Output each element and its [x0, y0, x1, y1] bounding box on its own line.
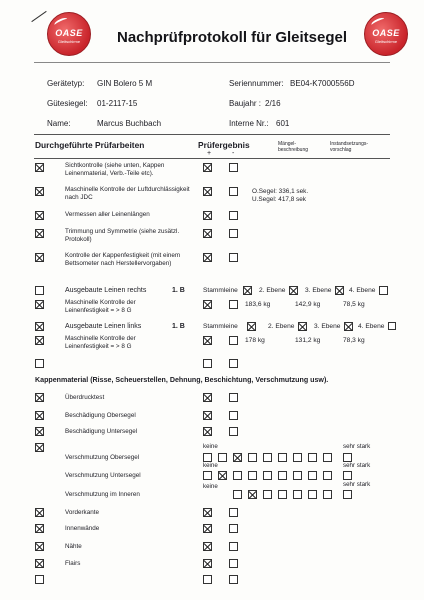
inner-walls-pass[interactable]: [203, 524, 212, 533]
lines-left-title-text: Ausgebaute Leinen links: [65, 323, 142, 330]
name-label: Name:: [47, 119, 71, 128]
col-repair-header: Instandsetzungs-vorschlag: [330, 141, 369, 153]
lines-right-e2: 2. Ebene: [259, 287, 286, 294]
lines-left-strength-pass[interactable]: [203, 336, 212, 345]
dirt-bottom-4[interactable]: [248, 471, 257, 480]
leading-edge-pass[interactable]: [203, 508, 212, 517]
lines-right-v2: 142,9 kg: [295, 301, 321, 308]
dirt-bottom-9[interactable]: [323, 471, 332, 480]
row-visual-check-fail[interactable]: [229, 163, 238, 172]
lines-right-v1: 183,6 kg: [245, 301, 271, 308]
dirt-inside-3[interactable]: [263, 490, 272, 499]
seams-label: Nähte: [65, 543, 82, 550]
logo-left: [47, 12, 91, 56]
device-type-label: Gerätetyp:: [47, 79, 85, 88]
logo-brand: OASE: [372, 28, 400, 38]
dirt-top-1[interactable]: [203, 453, 212, 462]
dirt-top-7[interactable]: [293, 453, 302, 462]
dirt-top-2[interactable]: [218, 453, 227, 462]
lines-right-strength-label: Maschinelle Kontrolle der Leinenfestigkeit = > 8 G: [65, 299, 136, 314]
lines-left-e2-box[interactable]: [298, 322, 307, 331]
dirt-bottom-10[interactable]: [343, 471, 352, 480]
lines-left-num: 1. B: [172, 323, 185, 330]
flairs-box[interactable]: [35, 559, 44, 568]
canopy-heading: Kappenmaterial (Risse, Scheuerstellen, Dehnung, Beschichtung, Verschmutzung usw).: [35, 376, 329, 384]
dirt-top-label: Verschmutzung Obersegel: [65, 454, 140, 461]
row-line-length-pass[interactable]: [203, 211, 212, 220]
lines-right-e3-box[interactable]: [335, 286, 344, 295]
lines-left-v2: 131,2 kg: [295, 337, 321, 344]
internal-value[interactable]: 601: [276, 119, 290, 128]
internal-label: Interne Nr.:: [229, 119, 269, 128]
bottom-surface-damage-fail[interactable]: [229, 427, 238, 436]
lines-right-e3: 3. Ebene: [305, 287, 332, 294]
row-visual-check-pass[interactable]: [203, 163, 212, 172]
lines-left-title: [65, 323, 141, 330]
row-line-length-fail[interactable]: [229, 211, 238, 220]
dirt-inside-label: Verschmutzung im Inneren: [65, 491, 140, 498]
row-trim-pass[interactable]: [203, 229, 212, 238]
lines-left-e2: 2. Ebene: [268, 323, 295, 330]
swoosh-icon: [53, 16, 68, 27]
lines-right-box[interactable]: [35, 286, 44, 295]
lines-right-strength-fail[interactable]: [229, 300, 238, 309]
dirt-top-high: sehr stark: [343, 443, 371, 450]
dirt-bottom-3[interactable]: [233, 471, 242, 480]
bottom-surface-damage-box[interactable]: [35, 427, 44, 436]
dirt-inside-7[interactable]: [323, 490, 332, 499]
dirt-section-box[interactable]: [35, 443, 44, 452]
dirt-inside-high: sehr stark: [343, 481, 371, 488]
device-type-value[interactable]: GIN Bolero 5 M: [97, 79, 153, 88]
dirt-bottom-low: keine: [203, 462, 218, 469]
lines-left-stammleine-box[interactable]: [247, 322, 256, 331]
leading-edge-label: Vorderkante: [65, 509, 99, 516]
dirt-bottom-label: Verschmutzung Untersegel: [65, 472, 141, 479]
col-defect-header: Mängel-beschreibung: [278, 141, 309, 153]
dirt-bottom-high: sehr stark: [343, 462, 371, 469]
logo-tagline: Gleitschirme: [374, 39, 398, 44]
flairs-label: Flairs: [65, 560, 81, 567]
dirt-inside-5[interactable]: [293, 490, 302, 499]
dirt-inside-1[interactable]: [233, 490, 242, 499]
lines-right-e4-box[interactable]: [379, 286, 388, 295]
lines-right-title: [65, 287, 146, 294]
row-line-length-box[interactable]: [35, 211, 44, 220]
dirt-top-4[interactable]: [248, 453, 257, 462]
logo-right: [364, 12, 408, 56]
overpressure-label: Überdrucktest: [65, 394, 105, 401]
seams-fail[interactable]: [229, 542, 238, 551]
top-surface-damage-box[interactable]: [35, 411, 44, 420]
table-head-divider: [34, 158, 390, 159]
empty-row-2-fail[interactable]: [229, 575, 238, 584]
empty-row-box[interactable]: [35, 359, 44, 368]
row-trim-fail[interactable]: [229, 229, 238, 238]
empty-row-2-box[interactable]: [35, 575, 44, 584]
lines-right-e2-box[interactable]: [289, 286, 298, 295]
dirt-bottom-6[interactable]: [278, 471, 287, 480]
col-result-header: Prüfergebnis: [198, 140, 250, 150]
row-trim-box[interactable]: [35, 229, 44, 238]
col-minus: -: [232, 150, 235, 157]
row-air-permeability-box[interactable]: [35, 187, 44, 196]
dirt-inside-2[interactable]: [248, 490, 257, 499]
seal-label: Gütesiegel:: [47, 99, 88, 108]
overpressure-pass[interactable]: [203, 393, 212, 402]
col-tasks-header: Durchgeführte Prüfarbeiten: [35, 140, 145, 150]
dirt-top-6[interactable]: [278, 453, 287, 462]
dirt-inside-4[interactable]: [278, 490, 287, 499]
row-air-permeability-label: Maschinelle Kontrolle der Luftdurchlässigkeit nach JDC: [65, 186, 190, 201]
row-visual-check-label: Sichtkontrolle (siehe unten, Kappen Leinenmaterial, Verb.-Teile etc).: [65, 162, 165, 177]
row-air-permeability-fail[interactable]: [229, 187, 238, 196]
overpressure-box[interactable]: [35, 393, 44, 402]
swoosh-icon: [370, 16, 385, 27]
dirt-bottom-8[interactable]: [308, 471, 317, 480]
lines-right-stammleine-box[interactable]: [243, 286, 252, 295]
top-surface-damage-pass[interactable]: [203, 411, 212, 420]
lines-left-v3: 78,3 kg: [343, 337, 365, 344]
empty-row-pass[interactable]: [203, 359, 212, 368]
lines-left-e4: 4. Ebene: [358, 323, 385, 330]
top-surface-damage-fail[interactable]: [229, 411, 238, 420]
lines-right-e4: 4. Ebene: [349, 287, 376, 294]
top-surface-damage-label: Beschädigung Obersegel: [65, 412, 136, 419]
logo-brand: OASE: [55, 28, 83, 38]
logo-tagline: Gleitschirme: [57, 39, 81, 44]
air-permeability-top: O.Segel: 336,1 sek.: [252, 188, 309, 195]
row-air-permeability-pass[interactable]: [203, 187, 212, 196]
dirt-top-8[interactable]: [308, 453, 317, 462]
dirt-top-3[interactable]: [233, 453, 242, 462]
row-canopy-strength-box[interactable]: [35, 253, 44, 262]
lines-right-strength-pass[interactable]: [203, 300, 212, 309]
year-value[interactable]: 2/16: [265, 99, 281, 108]
dirt-inside-8[interactable]: [343, 490, 352, 499]
leading-edge-box[interactable]: [35, 508, 44, 517]
row-visual-check-box[interactable]: [35, 163, 44, 172]
serial-label: Seriennummer:: [229, 79, 284, 88]
row-canopy-strength-label: Kontrolle der Kappenfestigkeit (mit einem Bettsometer nach Herstellervorgaben): [65, 252, 181, 267]
dirt-top-9[interactable]: [323, 453, 332, 462]
seams-box[interactable]: [35, 542, 44, 551]
lines-right-strength-box[interactable]: [35, 300, 44, 309]
row-trim-label: Trimmung und Symmetrie (siehe zusätzl. Protokoll): [65, 228, 180, 243]
row-canopy-strength-pass[interactable]: [203, 253, 212, 262]
row-canopy-strength-fail[interactable]: [229, 253, 238, 262]
lines-left-strength-box[interactable]: [35, 336, 44, 345]
air-permeability-bottom: U.Segel: 417,8 sek: [252, 196, 306, 203]
dirt-bottom-1[interactable]: [203, 471, 212, 480]
empty-row-2-pass[interactable]: [203, 575, 212, 584]
flairs-fail[interactable]: [229, 559, 238, 568]
inner-walls-fail[interactable]: [229, 524, 238, 533]
inner-walls-box[interactable]: [35, 524, 44, 533]
lines-right-v3: 78,5 kg: [343, 301, 365, 308]
lines-left-v1: 178 kg: [245, 337, 265, 344]
lines-left-e3: 3. Ebene: [314, 323, 341, 330]
dirt-top-5[interactable]: [263, 453, 272, 462]
lines-right-title-text: Ausgebaute Leinen rechts: [65, 287, 147, 294]
col-plus: +: [207, 150, 212, 157]
dirt-inside-6[interactable]: [308, 490, 317, 499]
title-divider: [34, 62, 390, 63]
lines-right-stammleine: Stammleine: [203, 287, 238, 294]
flairs-pass[interactable]: [203, 559, 212, 568]
bottom-surface-damage-pass[interactable]: [203, 427, 212, 436]
dirt-bottom-7[interactable]: [293, 471, 302, 480]
dirt-top-low: keine: [203, 443, 218, 450]
dirt-bottom-2[interactable]: [218, 471, 227, 480]
pen-mark: [31, 11, 46, 22]
lines-left-stammleine: Stammleine: [203, 323, 238, 330]
empty-row-fail[interactable]: [229, 359, 238, 368]
leading-edge-fail[interactable]: [229, 508, 238, 517]
lines-left-e4-box[interactable]: [388, 322, 396, 330]
lines-left-e3-box[interactable]: [344, 322, 353, 331]
row-line-length-label: Vermessen aller Leinenlängen: [65, 211, 150, 218]
lines-left-strength-label: Maschinelle Kontrolle der Leinenfestigkeit = > 8 G: [65, 335, 136, 350]
name-value[interactable]: Marcus Buchbach: [97, 119, 162, 128]
lines-right-num: 1. B: [172, 287, 185, 294]
dirt-inside-low: keine: [203, 483, 218, 490]
lines-left-box[interactable]: [35, 322, 44, 331]
year-label: Baujahr :: [229, 99, 262, 108]
dirt-top-10[interactable]: [343, 453, 352, 462]
overpressure-fail[interactable]: [229, 393, 238, 402]
seal-value[interactable]: 01-2117-15: [97, 99, 138, 108]
lines-left-strength-fail[interactable]: [229, 336, 238, 345]
header-divider: [34, 134, 390, 135]
bottom-surface-damage-label: Beschädigung Untersegel: [65, 428, 138, 435]
inner-walls-label: Innenwände: [65, 525, 100, 532]
seams-pass[interactable]: [203, 542, 212, 551]
page-title: Nachprüfprotokoll für Gleitsegel: [117, 29, 348, 46]
serial-value[interactable]: BE04-K7000556D: [290, 79, 355, 88]
dirt-bottom-5[interactable]: [263, 471, 272, 480]
